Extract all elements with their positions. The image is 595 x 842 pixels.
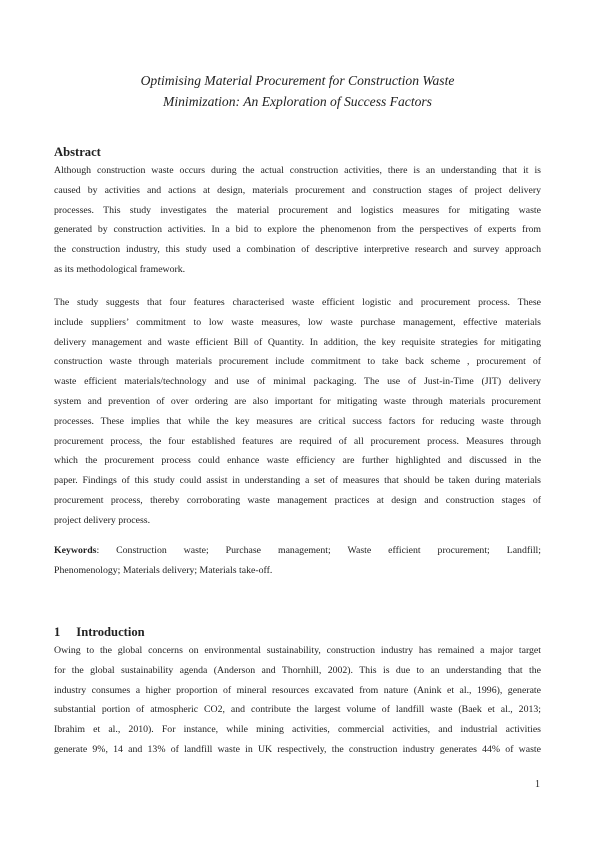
text-line: as its methodological framework. bbox=[54, 263, 186, 275]
text-line: caused by activities and actions at design, materials procurement and construction stages of project delivery bbox=[54, 184, 541, 196]
text-line: Although construction waste occurs during the actual construction activities, there is an understanding that it is bbox=[54, 165, 541, 176]
text-line: substantial portion of atmospheric CO2, and contribute the largest volume of landfill waste (Baek et al., 2013; bbox=[54, 704, 541, 716]
text-line: for the global sustainability agenda (Anderson and Thornhill, 2002). This is due to an understanding that the bbox=[54, 664, 541, 676]
text-line: procurement process, thereby corroborating waste management practices at design and construction stages of bbox=[54, 494, 541, 506]
abstract-paragraph-1 bbox=[54, 161, 541, 280]
text-line: delivery management and waste efficient Bill of Quantity. In addition, the key requisite strategies for mitigating bbox=[54, 336, 541, 348]
text-line: generate 9%, 14 and 13% of landfill waste in UK respectively, the construction industry generates 44% of waste bbox=[54, 743, 541, 755]
text-line: construction waste through materials procurement include commitment to take back scheme , procurement of bbox=[54, 356, 541, 368]
text-line: system and prevention of over ordering are also important for mitigating waste through materials procurement bbox=[54, 395, 541, 407]
introduction-heading bbox=[54, 624, 145, 640]
abstract-heading: Abstract bbox=[54, 145, 101, 159]
keywords-line-2: Phenomenology; Materials delivery; Materials take-off. bbox=[54, 564, 273, 576]
text-line: which the procurement process could enhance waste efficiency are further highlighted and discussed in the bbox=[54, 455, 541, 467]
text-line: The study suggests that four features characterised waste efficient logistic and procurement process. These bbox=[54, 297, 541, 308]
text-line: Ibrahim et al., 2010). For instance, while mining activities, commercial activities, and industrial activities bbox=[54, 724, 541, 736]
section-title: Introduction bbox=[76, 625, 145, 639]
text-line: procurement process, the four established features are required of all procurement process. Measures through bbox=[54, 435, 541, 447]
abstract-paragraph-2 bbox=[54, 293, 541, 531]
title-line-2: Minimization: An Exploration of Success Factors bbox=[163, 94, 432, 109]
section-number: 1 bbox=[54, 625, 61, 639]
text-line: include suppliers’ commitment to low waste measures, low waste purchase management, effective materials bbox=[54, 316, 541, 328]
keywords-list-1: : Construction waste; Purchase management; Waste efficient procurement; Landfill; bbox=[96, 545, 541, 556]
keywords-block bbox=[54, 541, 541, 581]
text-line: the construction industry, this study used a combination of descriptive interpretive research and survey approach bbox=[54, 244, 541, 256]
text-line: generated by construction activities. In a bid to explore the phenomenon from the perspectives of experts from bbox=[54, 224, 541, 236]
paper-title bbox=[60, 70, 535, 112]
text-line: paper. Findings of this study could assist in understanding a set of measures that should be taken during materials bbox=[54, 475, 541, 487]
title-line-1: Optimising Material Procurement for Construction Waste bbox=[140, 73, 455, 88]
text-line: waste efficient materials/technology and use of minimal packaging. The use of Just-in-Time (JIT) delivery bbox=[54, 376, 541, 388]
text-line: Owing to the global concerns on environmental sustainability, construction industry has remained a major target bbox=[54, 645, 541, 656]
text-line: processes. This study investigates the material procurement and logistics measures for mitigating waste bbox=[54, 204, 541, 216]
text-line: project delivery process. bbox=[54, 514, 151, 526]
text-line: processes. These implies that while the key measures are critical success factors for reducing waste through bbox=[54, 415, 541, 427]
keywords-label: Keywords bbox=[54, 545, 97, 556]
text-line: industry consumes a higher proportion of mineral resources excavated from nature (Anink et al., 1996), generate bbox=[54, 684, 541, 696]
keywords-line-1 bbox=[54, 541, 541, 561]
page-number: 1 bbox=[535, 779, 540, 790]
introduction-paragraph bbox=[54, 641, 541, 760]
